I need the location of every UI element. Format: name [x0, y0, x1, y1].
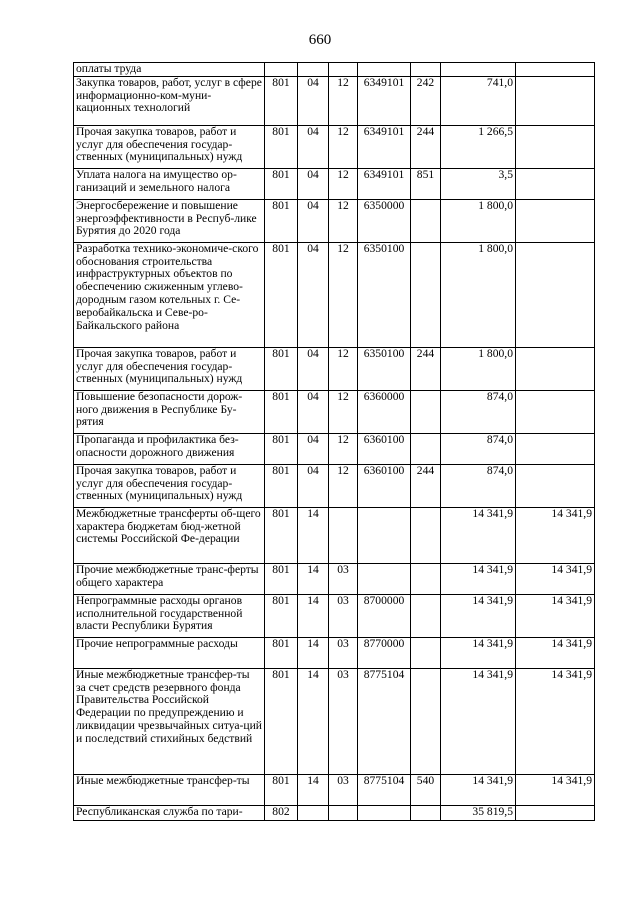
amount-year-1: 14 341,9	[441, 507, 516, 563]
subsection-code: 03	[329, 774, 358, 805]
table-row	[74, 347, 595, 390]
expense-name: Межбюджетные трансферты об-щего характера бюджетам бюд-жетной системы Российской Фе-дерации	[74, 507, 265, 563]
expense-name: Закупка товаров, работ, услуг в сфере информационно-ком-муни-кационных технологий	[74, 76, 265, 125]
expense-type-code	[411, 668, 441, 774]
table-row	[74, 668, 595, 774]
amount-year-2	[516, 390, 595, 433]
expense-name: Непрограммные расходы органов исполнительной государственной власти Республики Бурятия	[74, 594, 265, 637]
subsection-code: 12	[329, 199, 358, 242]
subsection-code	[329, 805, 358, 820]
subsection-code: 12	[329, 242, 358, 347]
table-row	[74, 390, 595, 433]
section-code: 14	[298, 563, 329, 594]
amount-year-1: 14 341,9	[441, 637, 516, 668]
expense-type-code	[411, 242, 441, 347]
expense-type-code	[411, 805, 441, 820]
expense-type-code	[411, 594, 441, 637]
amount-year-1: 14 341,9	[441, 563, 516, 594]
expense-name: Разработка технико-экономиче-ского обоснования строительства инфраструктурных объектов по обеспечению сжиженным углево-дородным газом котельных г. Се-веробайкальска и Севе-ро-Байкальского района	[74, 242, 265, 347]
section-code: 04	[298, 390, 329, 433]
grbs-code: 801	[265, 563, 298, 594]
expense-type-code	[411, 63, 441, 77]
target-article-code: 6360100	[358, 433, 411, 464]
subsection-code: 12	[329, 433, 358, 464]
target-article-code	[358, 507, 411, 563]
expense-type-code	[411, 507, 441, 563]
page-number: 660	[308, 32, 332, 48]
amount-year-2	[516, 125, 595, 168]
table-row	[74, 507, 595, 563]
table-row	[74, 594, 595, 637]
expense-type-code	[411, 563, 441, 594]
target-article-code: 6350100	[358, 242, 411, 347]
subsection-code	[329, 63, 358, 77]
target-article-code	[358, 563, 411, 594]
grbs-code: 802	[265, 805, 298, 820]
grbs-code: 801	[265, 774, 298, 805]
grbs-code: 801	[265, 433, 298, 464]
subsection-code: 12	[329, 125, 358, 168]
grbs-code: 801	[265, 168, 298, 199]
section-code	[298, 63, 329, 77]
expense-type-code: 851	[411, 168, 441, 199]
target-article-code: 6360100	[358, 464, 411, 507]
section-code: 04	[298, 347, 329, 390]
expense-name: Прочие межбюджетные транс-ферты общего характера	[74, 563, 265, 594]
expense-type-code: 540	[411, 774, 441, 805]
subsection-code: 12	[329, 464, 358, 507]
target-article-code: 8775104	[358, 668, 411, 774]
section-code: 14	[298, 774, 329, 805]
amount-year-1: 14 341,9	[441, 668, 516, 774]
table-row	[74, 563, 595, 594]
expense-name: Уплата налога на имущество ор-ганизаций и земельного налога	[74, 168, 265, 199]
target-article-code: 8700000	[358, 594, 411, 637]
subsection-code: 03	[329, 668, 358, 774]
grbs-code	[265, 63, 298, 77]
amount-year-1: 1 800,0	[441, 347, 516, 390]
table-row	[74, 76, 595, 125]
table-row	[74, 433, 595, 464]
subsection-code: 03	[329, 563, 358, 594]
grbs-code: 801	[265, 390, 298, 433]
amount-year-2: 14 341,9	[516, 668, 595, 774]
expense-name: Иные межбюджетные трансфер-ты	[74, 774, 265, 805]
grbs-code: 801	[265, 507, 298, 563]
amount-year-1: 35 819,5	[441, 805, 516, 820]
grbs-code: 801	[265, 76, 298, 125]
section-code	[298, 805, 329, 820]
subsection-code: 12	[329, 390, 358, 433]
subsection-code	[329, 507, 358, 563]
table-row	[74, 464, 595, 507]
target-article-code: 6349101	[358, 76, 411, 125]
table-body	[74, 63, 595, 821]
amount-year-2: 14 341,9	[516, 774, 595, 805]
expense-name: Пропаганда и профилактика без-опасности дорожного движения	[74, 433, 265, 464]
subsection-code: 12	[329, 168, 358, 199]
subsection-code: 12	[329, 347, 358, 390]
amount-year-2	[516, 63, 595, 77]
grbs-code: 801	[265, 242, 298, 347]
amount-year-2: 14 341,9	[516, 507, 595, 563]
expense-name: Энергосбережение и повышение энергоэффективности в Респуб-лике Бурятия до 2020 года	[74, 199, 265, 242]
expense-name: Повышение безопасности дорож-ного движения в Республике Бу-рятия	[74, 390, 265, 433]
table-row	[74, 637, 595, 668]
expense-name: Прочая закупка товаров, работ и услуг для обеспечения государ-ственных (муниципальных) нужд	[74, 347, 265, 390]
amount-year-2	[516, 464, 595, 507]
amount-year-2	[516, 805, 595, 820]
expense-type-code: 244	[411, 347, 441, 390]
amount-year-1: 14 341,9	[441, 594, 516, 637]
amount-year-1: 874,0	[441, 390, 516, 433]
section-code: 14	[298, 594, 329, 637]
grbs-code: 801	[265, 199, 298, 242]
section-code: 04	[298, 76, 329, 125]
expense-type-code	[411, 637, 441, 668]
amount-year-1: 1 800,0	[441, 199, 516, 242]
amount-year-1: 14 341,9	[441, 774, 516, 805]
subsection-code: 03	[329, 637, 358, 668]
amount-year-1: 1 800,0	[441, 242, 516, 347]
grbs-code: 801	[265, 668, 298, 774]
section-code: 14	[298, 507, 329, 563]
target-article-code: 6350000	[358, 199, 411, 242]
table-row	[74, 63, 595, 77]
grbs-code: 801	[265, 464, 298, 507]
budget-table	[73, 62, 595, 821]
section-code: 04	[298, 464, 329, 507]
section-code: 04	[298, 199, 329, 242]
expense-type-code	[411, 390, 441, 433]
amount-year-1	[441, 63, 516, 77]
expense-name: оплаты труда	[74, 63, 265, 77]
amount-year-1: 874,0	[441, 464, 516, 507]
target-article-code	[358, 63, 411, 77]
grbs-code: 801	[265, 637, 298, 668]
amount-year-1: 3,5	[441, 168, 516, 199]
section-code: 04	[298, 125, 329, 168]
subsection-code: 03	[329, 594, 358, 637]
expense-type-code: 244	[411, 464, 441, 507]
section-code: 04	[298, 168, 329, 199]
grbs-code: 801	[265, 594, 298, 637]
grbs-code: 801	[265, 347, 298, 390]
section-code: 14	[298, 668, 329, 774]
amount-year-2	[516, 168, 595, 199]
table-row	[74, 805, 595, 820]
amount-year-2	[516, 76, 595, 125]
amount-year-1: 741,0	[441, 76, 516, 125]
grbs-code: 801	[265, 125, 298, 168]
expense-name: Прочая закупка товаров, работ и услуг для обеспечения государ-ственных (муниципальных) нужд	[74, 464, 265, 507]
target-article-code	[358, 805, 411, 820]
subsection-code: 12	[329, 76, 358, 125]
table-row	[74, 125, 595, 168]
amount-year-1: 1 266,5	[441, 125, 516, 168]
amount-year-2	[516, 199, 595, 242]
target-article-code: 8770000	[358, 637, 411, 668]
expense-name: Прочая закупка товаров, работ и услуг для обеспечения государ-ственных (муниципальных) нужд	[74, 125, 265, 168]
expense-name: Республиканская служба по тари-	[74, 805, 265, 820]
table-row	[74, 168, 595, 199]
expense-type-code: 242	[411, 76, 441, 125]
amount-year-1: 874,0	[441, 433, 516, 464]
expense-type-code	[411, 433, 441, 464]
amount-year-2: 14 341,9	[516, 563, 595, 594]
expense-name: Прочие непрограммные расходы	[74, 637, 265, 668]
table-row	[74, 199, 595, 242]
expense-name: Иные межбюджетные трансфер-ты за счет средств резервного фонда Правительства Российской Федерации по предупреждению и ликвидации чрезвычайных ситуа-ций и последствий стихийных бедствий	[74, 668, 265, 774]
section-code: 14	[298, 637, 329, 668]
target-article-code: 6349101	[358, 125, 411, 168]
table-row	[74, 242, 595, 347]
amount-year-2	[516, 347, 595, 390]
amount-year-2: 14 341,9	[516, 594, 595, 637]
section-code: 04	[298, 433, 329, 464]
section-code: 04	[298, 242, 329, 347]
amount-year-2	[516, 433, 595, 464]
expense-type-code: 244	[411, 125, 441, 168]
target-article-code: 8775104	[358, 774, 411, 805]
expense-type-code	[411, 199, 441, 242]
target-article-code: 6360000	[358, 390, 411, 433]
target-article-code: 6350100	[358, 347, 411, 390]
amount-year-2	[516, 242, 595, 347]
amount-year-2: 14 341,9	[516, 637, 595, 668]
table-row	[74, 774, 595, 805]
target-article-code: 6349101	[358, 168, 411, 199]
